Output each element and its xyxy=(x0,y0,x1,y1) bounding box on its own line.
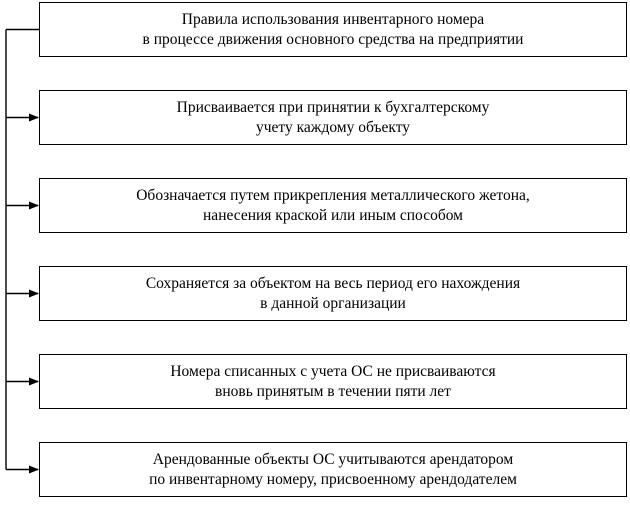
item-1-text-line-2: учету каждому объекту xyxy=(255,118,411,136)
item-box-1 xyxy=(39,90,627,145)
item-box-3 xyxy=(39,266,627,321)
item-3-text-line-1: Сохраняется за объектом на весь период его нахождения xyxy=(145,274,521,292)
item-box-5 xyxy=(39,442,627,497)
item-2-text-line-2: нанесения краской или иным способом xyxy=(203,206,463,224)
item-box-4 xyxy=(39,354,627,409)
root-box xyxy=(39,2,627,57)
item-5-text-line-1: Арендованные объекты ОС учитываются арендатором xyxy=(152,450,514,468)
item-4-text-line-2: вновь принятым в течении пяти лет xyxy=(215,382,451,400)
item-2-text-line-1: Обозначается путем прикрепления металлического жетона, xyxy=(136,186,530,204)
root-text-line-2: в процессе движения основного средства на предприятии xyxy=(142,30,524,48)
item-4-text-line-1: Номера списанных с учета ОС не присваиваются xyxy=(170,362,496,380)
item-1-text-line-1: Присваивается при принятии к бухгалтерскому xyxy=(176,98,490,116)
item-5-text-line-2: по инвентарному номеру, присвоенному арендодателем xyxy=(149,470,517,488)
root-text-line-1: Правила использования инвентарного номера xyxy=(181,10,485,28)
item-box-2 xyxy=(39,178,627,233)
item-3-text-line-2: в данной организации xyxy=(260,294,406,312)
